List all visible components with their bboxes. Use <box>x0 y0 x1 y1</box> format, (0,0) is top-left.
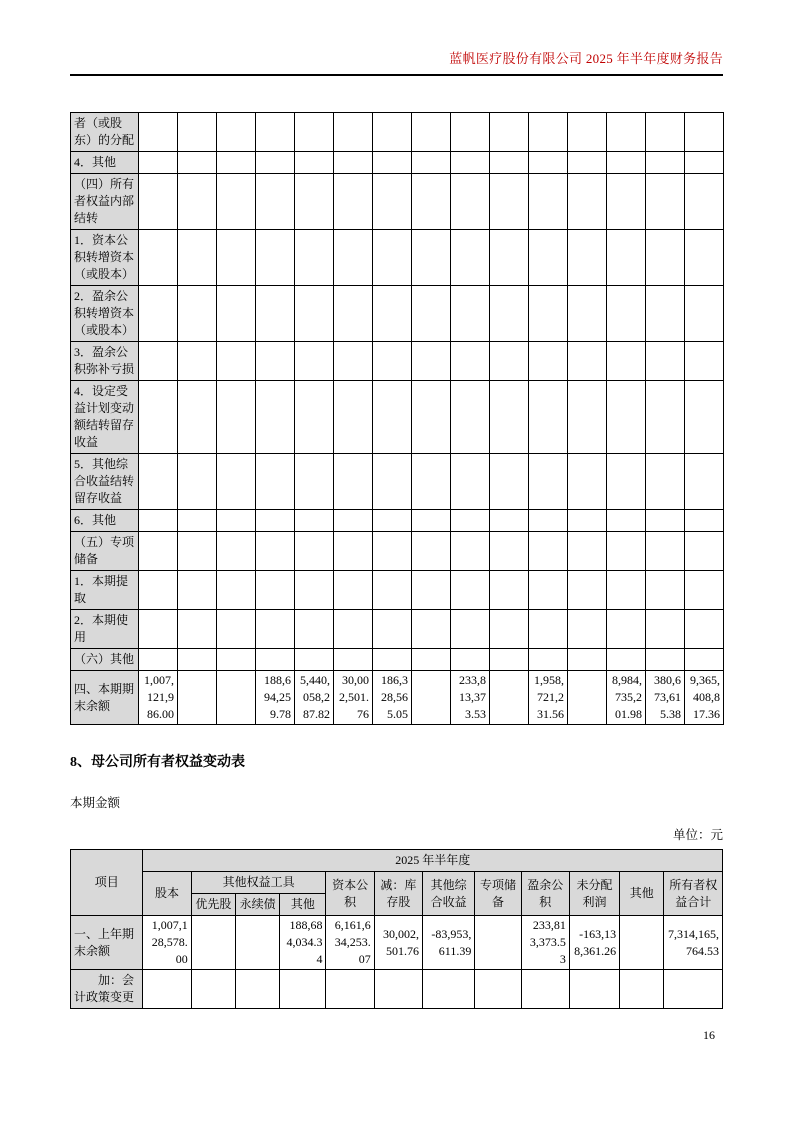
cell-value <box>295 649 334 671</box>
cell-value <box>295 286 334 342</box>
cell-value <box>295 342 334 381</box>
cell-value <box>334 510 373 532</box>
cell-value <box>178 342 217 381</box>
row-label: 2．本期使用 <box>71 610 139 649</box>
cell-value <box>646 571 685 610</box>
cell-value <box>568 454 607 510</box>
cell-value <box>451 454 490 510</box>
cell-value <box>490 286 529 342</box>
row-label: （四）所有者权益内部结转 <box>71 174 139 230</box>
cell-value <box>256 342 295 381</box>
cell-value <box>373 174 412 230</box>
cell-value <box>568 671 607 725</box>
cell-value <box>256 230 295 286</box>
row-label: 3．盈余公积弥补亏损 <box>71 342 139 381</box>
cell-value <box>451 510 490 532</box>
table-row <box>71 342 724 381</box>
table2-body <box>71 916 723 1009</box>
cell-value <box>295 174 334 230</box>
page-number: 16 <box>703 1028 715 1042</box>
cell-value <box>490 174 529 230</box>
cell-value <box>607 610 646 649</box>
column-header-undistributed-profit: 未分配利润 <box>569 872 619 916</box>
cell-value <box>646 454 685 510</box>
cell-value <box>568 174 607 230</box>
cell-value <box>256 174 295 230</box>
cell-value <box>685 113 724 152</box>
cell-value <box>568 113 607 152</box>
cell-value <box>412 113 451 152</box>
cell-value <box>451 649 490 671</box>
cell-value <box>646 152 685 174</box>
cell-value <box>529 532 568 571</box>
cell-value <box>178 152 217 174</box>
cell-value <box>607 649 646 671</box>
table1-body <box>71 113 724 725</box>
cell-value <box>451 286 490 342</box>
cell-value <box>568 342 607 381</box>
cell-value <box>139 610 178 649</box>
column-header-less-treasury-shares: 减：库存股 <box>374 872 422 916</box>
cell-value <box>568 510 607 532</box>
cell-value <box>235 916 279 970</box>
cell-value: 7,314,165,764.53 <box>664 916 723 970</box>
cell-value <box>334 152 373 174</box>
cell-value <box>490 113 529 152</box>
cell-value <box>529 152 568 174</box>
cell-value <box>685 454 724 510</box>
cell-value <box>529 454 568 510</box>
cell-value <box>685 152 724 174</box>
cell-value <box>373 342 412 381</box>
table-row <box>71 152 724 174</box>
cell-value <box>607 510 646 532</box>
column-header-total-owners-equity: 所有者权益合计 <box>664 872 723 916</box>
cell-value <box>529 230 568 286</box>
cell-value <box>412 454 451 510</box>
row-label: （五）专项储备 <box>71 532 139 571</box>
cell-value <box>646 510 685 532</box>
cell-value <box>685 230 724 286</box>
cell-value <box>139 454 178 510</box>
cell-value <box>217 152 256 174</box>
cell-value <box>256 286 295 342</box>
row-label: 者（或股东）的分配 <box>71 113 139 152</box>
cell-value <box>139 174 178 230</box>
cell-value <box>256 454 295 510</box>
cell-value <box>685 381 724 454</box>
cell-value <box>178 113 217 152</box>
cell-value <box>256 510 295 532</box>
table-row <box>71 230 724 286</box>
cell-value <box>178 571 217 610</box>
cell-value <box>373 152 412 174</box>
cell-value <box>607 532 646 571</box>
cell-value <box>217 571 256 610</box>
cell-value <box>178 649 217 671</box>
cell-value <box>451 381 490 454</box>
cell-value <box>373 230 412 286</box>
column-header-share-capital: 股本 <box>143 872 191 916</box>
cell-value <box>256 152 295 174</box>
section-heading: 8、母公司所有者权益变动表 <box>70 755 245 770</box>
cell-value <box>334 649 373 671</box>
cell-value <box>217 113 256 152</box>
cell-value <box>139 342 178 381</box>
cell-value <box>217 286 256 342</box>
table-row <box>71 381 724 454</box>
cell-value <box>490 610 529 649</box>
cell-value <box>646 286 685 342</box>
cell-value <box>490 649 529 671</box>
cell-value <box>607 174 646 230</box>
cell-value: 5,440,058,287.82 <box>295 671 334 725</box>
cell-value: 1,007,128,578.00 <box>143 916 191 970</box>
document-header-title: 蓝帆医疗股份有限公司 2025 年半年度财务报告 <box>70 48 723 76</box>
table-row <box>71 970 723 1009</box>
cell-value <box>295 510 334 532</box>
cell-value <box>256 113 295 152</box>
cell-value <box>451 532 490 571</box>
cell-value <box>334 230 373 286</box>
table2-header-row-2 <box>71 872 723 894</box>
cell-value <box>334 342 373 381</box>
cell-value <box>295 532 334 571</box>
row-label: 2．盈余公积转增资本（或股本） <box>71 286 139 342</box>
cell-value <box>334 286 373 342</box>
cell-value <box>178 230 217 286</box>
cell-value <box>139 571 178 610</box>
cell-value <box>685 610 724 649</box>
cell-value <box>490 510 529 532</box>
parent-company-equity-change-table <box>70 849 723 1009</box>
cell-value <box>607 152 646 174</box>
cell-value <box>412 571 451 610</box>
cell-value <box>451 571 490 610</box>
cell-value <box>256 571 295 610</box>
table-row <box>71 454 724 510</box>
cell-value <box>373 649 412 671</box>
cell-value <box>334 454 373 510</box>
cell-value: 6,161,634,253.07 <box>326 916 374 970</box>
cell-value: 188,694,259.78 <box>256 671 295 725</box>
column-header-item: 项目 <box>71 850 143 916</box>
cell-value <box>334 571 373 610</box>
cell-value <box>139 649 178 671</box>
cell-value <box>412 342 451 381</box>
cell-value <box>334 113 373 152</box>
cell-value <box>217 174 256 230</box>
cell-value <box>529 342 568 381</box>
row-label: （六）其他 <box>71 649 139 671</box>
column-header-capital-reserve: 资本公积 <box>326 872 374 916</box>
column-header-other-equity-other: 其他 <box>280 894 326 916</box>
cell-value <box>412 174 451 230</box>
cell-value <box>373 532 412 571</box>
cell-value <box>490 532 529 571</box>
cell-value: -83,953,611.39 <box>423 916 475 970</box>
column-header-surplus-reserve: 盈余公积 <box>521 872 569 916</box>
cell-value: 8,984,735,201.98 <box>607 671 646 725</box>
cell-value <box>685 174 724 230</box>
cell-value <box>139 510 178 532</box>
cell-value <box>568 286 607 342</box>
column-header-period: 2025 年半年度 <box>143 850 723 872</box>
cell-value <box>334 174 373 230</box>
cell-value <box>217 649 256 671</box>
table-row <box>71 571 724 610</box>
row-label: 4．其他 <box>71 152 139 174</box>
cell-value <box>373 610 412 649</box>
row-label: 加：会计政策变更 <box>71 970 143 1009</box>
cell-value <box>178 454 217 510</box>
cell-value: 1,007,121,986.00 <box>139 671 178 725</box>
cell-value <box>664 970 723 1009</box>
cell-value <box>191 916 235 970</box>
cell-value <box>521 970 569 1009</box>
row-label: 1．本期提取 <box>71 571 139 610</box>
cell-value <box>295 230 334 286</box>
cell-value <box>490 152 529 174</box>
cell-value <box>412 286 451 342</box>
cell-value <box>529 610 568 649</box>
column-header-special-reserve: 专项储备 <box>475 872 521 916</box>
cell-value <box>256 610 295 649</box>
cell-value <box>646 649 685 671</box>
cell-value <box>490 671 529 725</box>
table-row <box>71 671 724 725</box>
cell-value <box>451 152 490 174</box>
cell-value <box>295 454 334 510</box>
row-label: 5．其他综合收益结转留存收益 <box>71 454 139 510</box>
cell-value <box>475 916 521 970</box>
cell-value <box>256 381 295 454</box>
cell-value <box>139 113 178 152</box>
cell-value <box>490 454 529 510</box>
cell-value <box>334 381 373 454</box>
cell-value <box>217 532 256 571</box>
column-header-perpetual-bonds: 永续债 <box>235 894 279 916</box>
cell-value: 186,328,565.05 <box>373 671 412 725</box>
cell-value <box>568 532 607 571</box>
table-row <box>71 510 724 532</box>
cell-value <box>178 532 217 571</box>
cell-value <box>178 510 217 532</box>
cell-value: 380,673,615.38 <box>646 671 685 725</box>
cell-value <box>178 671 217 725</box>
cell-value <box>217 342 256 381</box>
cell-value <box>412 510 451 532</box>
cell-value <box>607 454 646 510</box>
cell-value <box>685 510 724 532</box>
cell-value <box>607 571 646 610</box>
cell-value <box>490 342 529 381</box>
table-row <box>71 916 723 970</box>
cell-value <box>646 532 685 571</box>
cell-value <box>326 970 374 1009</box>
cell-value <box>685 571 724 610</box>
row-label: 一、上年期末余额 <box>71 916 143 970</box>
cell-value <box>529 571 568 610</box>
cell-value <box>217 230 256 286</box>
cell-value <box>178 381 217 454</box>
cell-value <box>475 970 521 1009</box>
cell-value <box>451 342 490 381</box>
cell-value: 233,813,373.53 <box>451 671 490 725</box>
cell-value: 1,958,721,231.56 <box>529 671 568 725</box>
cell-value <box>373 286 412 342</box>
cell-value <box>568 230 607 286</box>
cell-value <box>607 286 646 342</box>
table2-header-row-1 <box>71 850 723 872</box>
column-header-other-equity-instruments: 其他权益工具 <box>191 872 326 894</box>
cell-value <box>646 174 685 230</box>
column-header-other: 其他 <box>620 872 664 916</box>
cell-value <box>451 610 490 649</box>
cell-value <box>374 970 422 1009</box>
cell-value <box>373 381 412 454</box>
cell-value <box>646 610 685 649</box>
cell-value <box>451 230 490 286</box>
cell-value <box>256 649 295 671</box>
cell-value <box>412 671 451 725</box>
cell-value <box>373 510 412 532</box>
cell-value <box>217 610 256 649</box>
cell-value <box>685 532 724 571</box>
cell-value <box>607 113 646 152</box>
table-row <box>71 174 724 230</box>
cell-value <box>568 649 607 671</box>
cell-value <box>529 381 568 454</box>
cell-value <box>295 381 334 454</box>
row-label: 四、本期期末余额 <box>71 671 139 725</box>
cell-value <box>607 230 646 286</box>
cell-value <box>191 970 235 1009</box>
cell-value <box>490 230 529 286</box>
cell-value <box>529 174 568 230</box>
table-row <box>71 532 724 571</box>
cell-value <box>646 230 685 286</box>
cell-value <box>178 286 217 342</box>
cell-value <box>568 381 607 454</box>
cell-value <box>569 970 619 1009</box>
table-row <box>71 113 724 152</box>
cell-value <box>529 510 568 532</box>
cell-value <box>412 610 451 649</box>
row-label: 4．设定受益计划变动额结转留存收益 <box>71 381 139 454</box>
cell-value <box>451 113 490 152</box>
cell-value <box>178 610 217 649</box>
cell-value <box>139 152 178 174</box>
cell-value <box>334 610 373 649</box>
cell-value <box>529 113 568 152</box>
cell-value: -163,138,361.26 <box>569 916 619 970</box>
cell-value <box>217 671 256 725</box>
cell-value: 233,813,373.53 <box>521 916 569 970</box>
column-header-other-comprehensive-income: 其他综合收益 <box>423 872 475 916</box>
cell-value <box>685 286 724 342</box>
cell-value <box>412 381 451 454</box>
cell-value <box>256 532 295 571</box>
cell-value <box>568 571 607 610</box>
cell-value <box>295 113 334 152</box>
cell-value <box>620 916 664 970</box>
cell-value <box>373 454 412 510</box>
cell-value <box>685 342 724 381</box>
cell-value <box>373 571 412 610</box>
cell-value <box>412 230 451 286</box>
cell-value <box>685 649 724 671</box>
cell-value <box>607 342 646 381</box>
cell-value <box>412 152 451 174</box>
cell-value <box>412 532 451 571</box>
cell-value <box>139 286 178 342</box>
cell-value <box>646 381 685 454</box>
table-row <box>71 286 724 342</box>
cell-value <box>373 113 412 152</box>
cell-value <box>490 381 529 454</box>
cell-value <box>412 649 451 671</box>
cell-value: 30,002,501.76 <box>374 916 422 970</box>
cell-value <box>295 571 334 610</box>
cell-value <box>295 610 334 649</box>
cell-value <box>295 152 334 174</box>
column-header-preferred-shares: 优先股 <box>191 894 235 916</box>
cell-value <box>334 532 373 571</box>
cell-value <box>607 381 646 454</box>
cell-value <box>139 532 178 571</box>
cell-value: 188,684,034.34 <box>280 916 326 970</box>
cell-value <box>646 342 685 381</box>
cell-value <box>143 970 191 1009</box>
period-amount-label: 本期金额 <box>70 796 121 810</box>
cell-value <box>451 174 490 230</box>
cell-value <box>620 970 664 1009</box>
cell-value <box>217 381 256 454</box>
cell-value <box>217 454 256 510</box>
cell-value: 30,002,501.76 <box>334 671 373 725</box>
cell-value <box>568 152 607 174</box>
cell-value <box>235 970 279 1009</box>
row-label: 6．其他 <box>71 510 139 532</box>
cell-value <box>568 610 607 649</box>
cell-value <box>139 230 178 286</box>
cell-value <box>178 174 217 230</box>
table-row <box>71 649 724 671</box>
cell-value <box>280 970 326 1009</box>
cell-value <box>217 510 256 532</box>
cell-value <box>646 113 685 152</box>
cell-value: 9,365,408,817.36 <box>685 671 724 725</box>
cell-value <box>423 970 475 1009</box>
cell-value <box>529 286 568 342</box>
consolidated-equity-change-table-continuation <box>70 112 724 725</box>
cell-value <box>139 381 178 454</box>
row-label: 1．资本公积转增资本（或股本） <box>71 230 139 286</box>
unit-label: 单位：元 <box>672 828 723 842</box>
table-row <box>71 610 724 649</box>
cell-value <box>490 571 529 610</box>
table2-header <box>71 850 723 916</box>
cell-value <box>529 649 568 671</box>
